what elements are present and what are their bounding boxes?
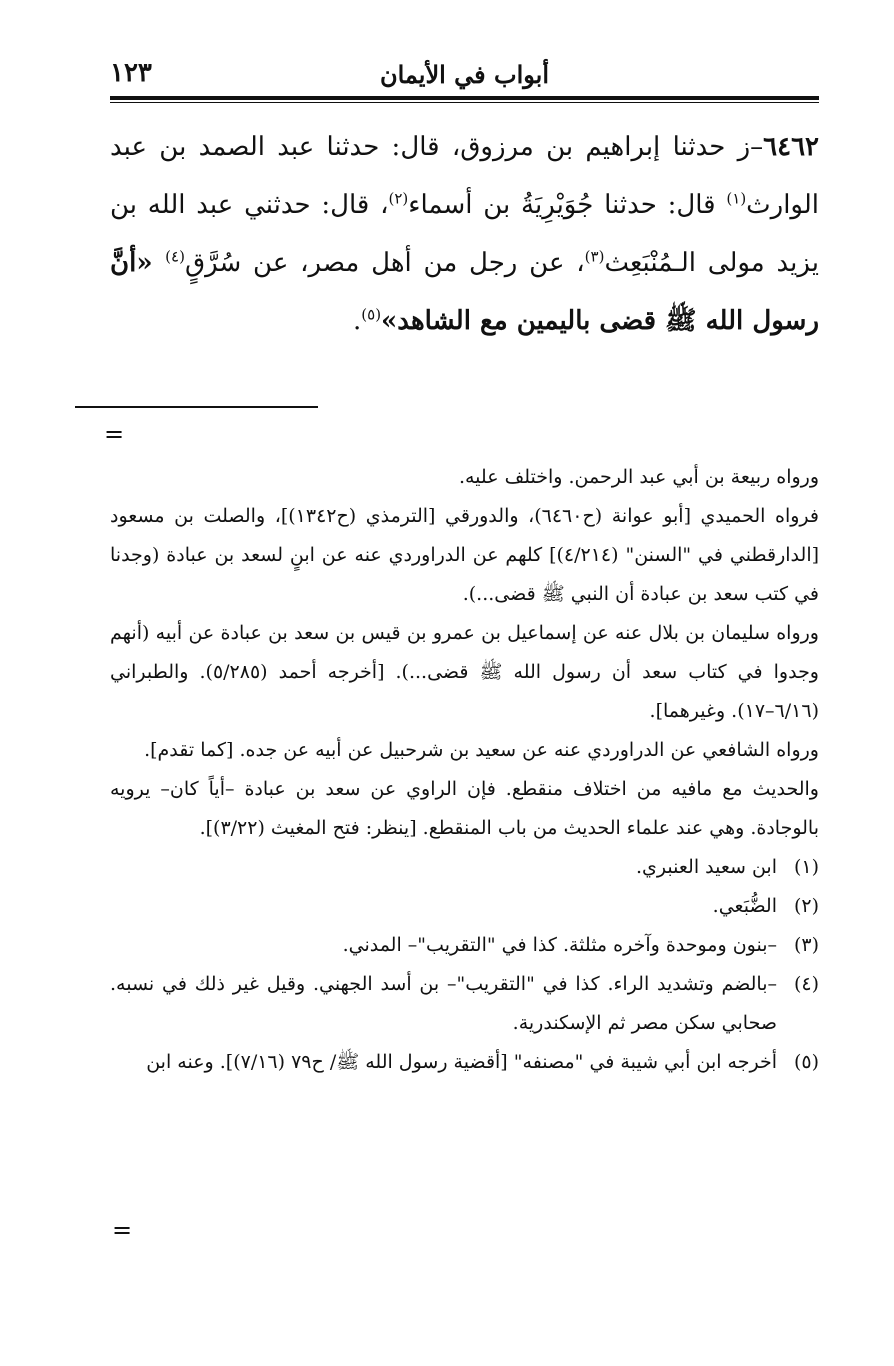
note-line: والحديث مع مافيه من اختلاف منقطع. فإن الراوي عن سعد بن عبادة –أياً كان– يرويه بالوجادة. وهي عند علماء الحديث من باب المنقطع. [ينظر: فتح المغيث (٣/٢٢)]. xyxy=(110,778,819,839)
footnote-ref-4: (٤) xyxy=(165,247,185,266)
footnote-ref-2: (٢) xyxy=(388,189,409,208)
hadith-part-4: ، عن رجل من أهل مصر، عن سُرَّقٍ xyxy=(184,248,585,278)
note-line: ورواه سليمان بن بلال عنه عن إسماعيل بن عمرو بن قيس بن سعد بن عبادة عن أبيه (أنهم وجدوا في كتاب سعد أن رسول الله ﷺ قضى...). [أخرجه أحمد (٥/٢٨٥). والطبراني (٦/١٦–١٧). وغيرهما]. xyxy=(110,622,819,722)
footnote-number: (٣) xyxy=(793,934,819,956)
continuation-mark-bottom: = xyxy=(112,1216,133,1244)
footnote-number: (١) xyxy=(793,856,819,878)
hadith-part-1: –ز حدثنا إبراهيم بن مرزوق، قال: حدثنا عبد الصمد بن عبد الوارث xyxy=(110,132,820,220)
footnote-separator xyxy=(75,406,318,408)
footnote-text: ابن سعيد العنبري. xyxy=(636,856,777,878)
footnote-2 xyxy=(110,887,819,926)
footnote-4 xyxy=(110,965,819,1043)
footnote-5 xyxy=(110,1043,819,1082)
note-line: فرواه الحميدي [أبو عوانة (ح٦٤٦٠)، والدورقي [الترمذي (ح١٣٤٢)]، والصلت بن مسعود [الدارقطني في "السنن" (٤/٢١٤)] كلهم عن الدراوردي عنه عن ابنٍ لسعد بن عبادة (وجدنا في كتب سعد بن عبادة أن النبي ﷺ قضى...). xyxy=(110,505,820,605)
hadith-part-3: ، قال: حدثني عبد الله بن يزيد مولى الـمُنْبَعِث xyxy=(110,190,819,278)
chapter-title: أبواب في الأيمان xyxy=(379,60,550,89)
footnote-ref-3: (٣) xyxy=(584,247,605,266)
footnote-ref-1: (١) xyxy=(726,189,747,208)
hadith-text xyxy=(110,118,819,350)
footnote-3 xyxy=(110,926,819,965)
note-line: ورواه ربيعة بن أبي عبد الرحمن. واختلف عليه. xyxy=(458,466,819,488)
footnote-1 xyxy=(110,848,819,887)
footnote-text: أخرجه ابن أبي شيبة في "مصنفه" [أقضية رسول الله ﷺ/ ح٧٩ (٧/١٦)]. وعنه ابن xyxy=(146,1051,777,1073)
continuation-mark-top: = xyxy=(104,420,125,448)
footnote-text: –بنون وموحدة وآخره مثلثة. كذا في "التقريب"– المدني. xyxy=(342,934,777,956)
footnote-text: –بالضم وتشديد الراء. كذا في "التقريب"– بن أسد الجهني. وقيل غير ذلك في نسبه. صحابي سكن مصر ثم الإسكندرية. xyxy=(110,973,777,1034)
footnote-ref-5: (٥) xyxy=(361,305,382,324)
hadith-end: . xyxy=(353,306,362,336)
footnotes-section xyxy=(110,458,819,1082)
hadith-part-2: قال: حدثنا جُوَيْرِيَةُ بن أسماء xyxy=(408,190,727,220)
hadith-matn: «أنَّ رسول الله ﷺ قضى باليمين مع الشاهد» xyxy=(110,248,819,336)
page-number: ١٢٣ xyxy=(110,58,152,88)
footnote-number: (٢) xyxy=(793,895,819,917)
footnote-text: الضُّبَعي. xyxy=(712,895,777,917)
header-rule-thick xyxy=(110,96,819,100)
note-line: ورواه الشافعي عن الدراوردي عنه عن سعيد بن شرحبيل عن أبيه عن جده. [كما تقدم]. xyxy=(144,739,819,761)
running-header xyxy=(110,58,819,94)
header-rule-thin xyxy=(110,102,819,103)
footnote-number: (٤) xyxy=(793,973,819,995)
footnote-number: (٥) xyxy=(793,1051,819,1073)
hadith-number: ٦٤٦٢ xyxy=(763,132,819,162)
